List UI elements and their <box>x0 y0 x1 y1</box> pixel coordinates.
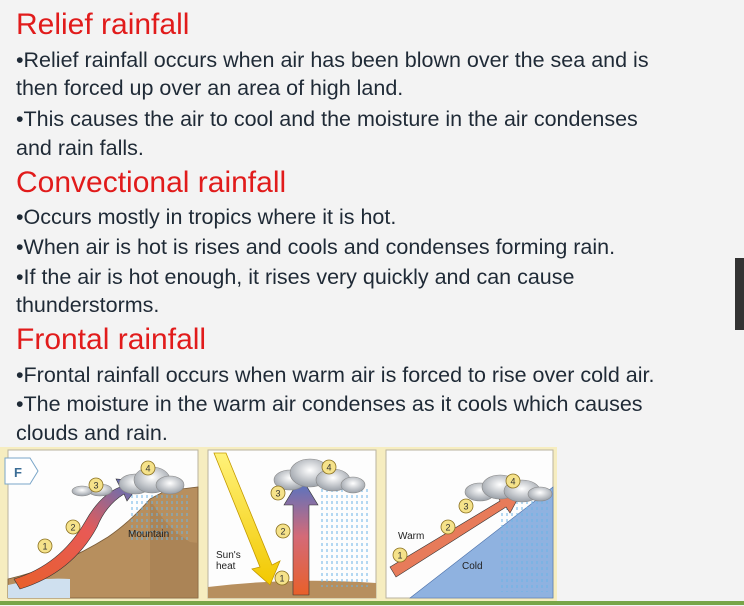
rainfall-diagrams <box>0 447 557 601</box>
convectional-bullet-line-3: •If the air is hot enough, it rises very quickly and can cause <box>16 265 575 289</box>
front-step-marker-2-label: 2 <box>445 522 451 533</box>
heading-relief-rainfall: Relief rainfall <box>16 8 190 41</box>
step-marker-1-label: 1 <box>42 541 48 552</box>
slide-edge-marker <box>735 258 744 330</box>
front-step-marker-3-label: 3 <box>463 501 469 512</box>
conv-step-marker-3-label: 3 <box>275 488 281 499</box>
conv-step-marker-1-label: 1 <box>279 573 285 584</box>
relief-bullet-line-4: and rain falls. <box>16 136 144 160</box>
convectional-bullet-line-4: thunderstorms. <box>16 293 160 317</box>
figure-tab-label: F <box>14 465 22 480</box>
convectional-bullet-line-1: •Occurs mostly in tropics where it is hot. <box>16 205 397 229</box>
rainfall-diagrams-svg <box>0 447 557 601</box>
conv-step-marker-2-label: 2 <box>280 526 286 537</box>
convectional-bullet-line-2: •When air is hot is rises and cools and condenses forming rain. <box>16 235 616 259</box>
step-marker-4-label: 4 <box>145 463 151 474</box>
suns-heat-label-line2: heat <box>216 561 236 572</box>
cold-air-label: Cold <box>462 561 483 572</box>
step-marker-3-label: 3 <box>93 480 99 491</box>
relief-bullet-line-1: •Relief rainfall occurs when air has been blown over the sea and is <box>16 48 649 72</box>
relief-bullet-line-3: •This causes the air to cool and the moisture in the air condenses <box>16 107 638 131</box>
heading-frontal-rainfall: Frontal rainfall <box>16 323 207 356</box>
front-step-marker-1-label: 1 <box>397 550 403 561</box>
step-marker-2-label: 2 <box>70 522 76 533</box>
conv-step-marker-4-label: 4 <box>326 462 332 473</box>
bottom-rule <box>0 601 744 605</box>
frontal-rainfall-diagram <box>386 450 553 598</box>
frontal-bullet-line-1: •Frontal rainfall occurs when warm air is forced to rise over cold air. <box>16 363 655 387</box>
mountain-label: Mountain <box>128 529 170 540</box>
warm-air-label: Warm <box>398 531 425 542</box>
front-step-marker-4-label: 4 <box>510 476 516 487</box>
suns-heat-label-line1: Sun's <box>216 550 241 561</box>
frontal-bullet-line-2: •The moisture in the warm air condenses as it cools which causes <box>16 392 643 416</box>
heading-convectional-rainfall: Convectional rainfall <box>16 166 287 199</box>
frontal-bullet-line-3: clouds and rain. <box>16 421 168 445</box>
relief-bullet-line-2: then forced up over an area of high land. <box>16 76 404 100</box>
convectional-rainfall-diagram <box>208 450 376 598</box>
